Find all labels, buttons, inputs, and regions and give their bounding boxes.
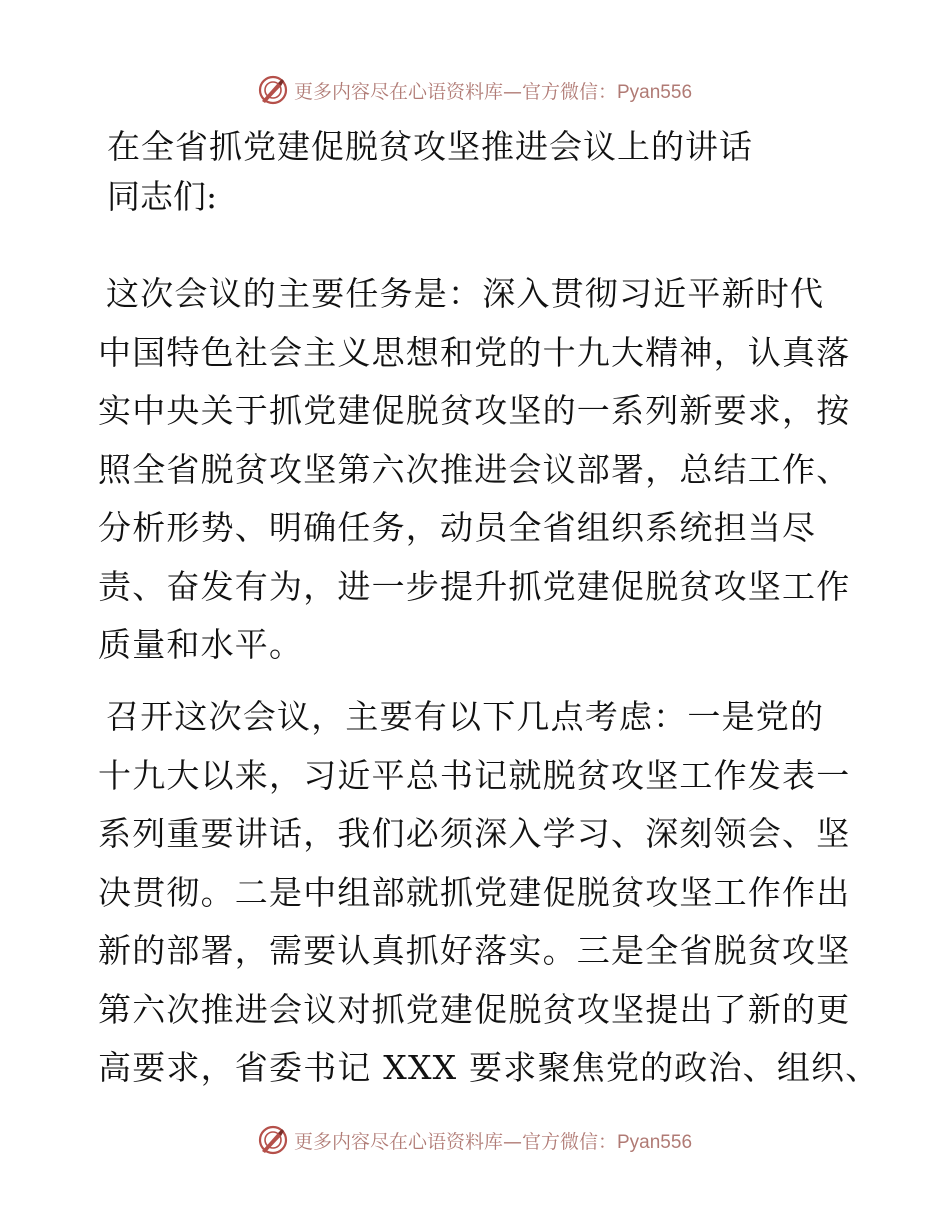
pen-logo-icon [258,1125,288,1155]
paragraph-line: 十九大以来，习近平总书记就脱贫攻坚工作发表一 [98,755,851,795]
banner-separator: — [502,1130,522,1153]
header-watermark [0,70,950,110]
paragraph-1 [98,265,850,675]
paragraph-line: 系列重要讲话，我们必须深入学习、深刻领会、坚 [98,814,851,853]
paragraph-line: 中国特色社会主义思想和党的十九大精神，认真落 [98,332,851,372]
paragraph-line: 照全省脱贫攻坚第六次推进会议部署，总结工作、 [98,449,851,489]
paragraph-line: 高要求，省委书记 XXX 要求聚焦党的政治、组织、 [98,1048,880,1087]
banner-account: Pyan556 [617,1131,693,1153]
banner-main-text: 更多内容尽在心语资料库 [293,80,503,103]
paragraph-line: 第六次推进会议对抓党建促脱贫攻坚提出了新的更 [98,989,851,1029]
pen-logo-icon [258,75,288,105]
banner-wechat-label: 官方微信： [521,1130,617,1153]
paragraph-2 [98,688,880,1098]
paragraph-line: 召开这次会议，主要有以下几点考虑：一是党的 [106,697,825,736]
banner-account: Pyan556 [617,81,693,103]
banner-separator: — [502,80,522,103]
salutation: 同志们: [107,177,218,216]
document-title: 在全省抓党建促脱贫攻坚推进会议上的讲话 [107,127,753,166]
banner-main-text: 更多内容尽在心语资料库 [293,1130,503,1153]
footer-watermark [0,1120,950,1160]
paragraph-line: 分析形势、明确任务，动员全省组织系统担当尽 [98,508,817,547]
paragraph-line: 新的部署，需要认真抓好落实。三是全省脱贫攻坚 [98,931,851,970]
paragraph-line: 实中央关于抓党建促脱贫攻坚的一系列新要求，按 [98,391,851,430]
paragraph-line: 这次会议的主要任务是：深入贯彻习近平新时代 [106,274,825,313]
banner-wechat-label: 官方微信： [521,80,617,103]
paragraph-line: 质量和水平。 [98,625,304,664]
paragraph-line: 责、奋发有为，进一步提升抓党建促脱贫攻坚工作 [98,566,851,606]
paragraph-line: 决贯彻。二是中组部就抓党建促脱贫攻坚工作作出 [98,872,851,912]
